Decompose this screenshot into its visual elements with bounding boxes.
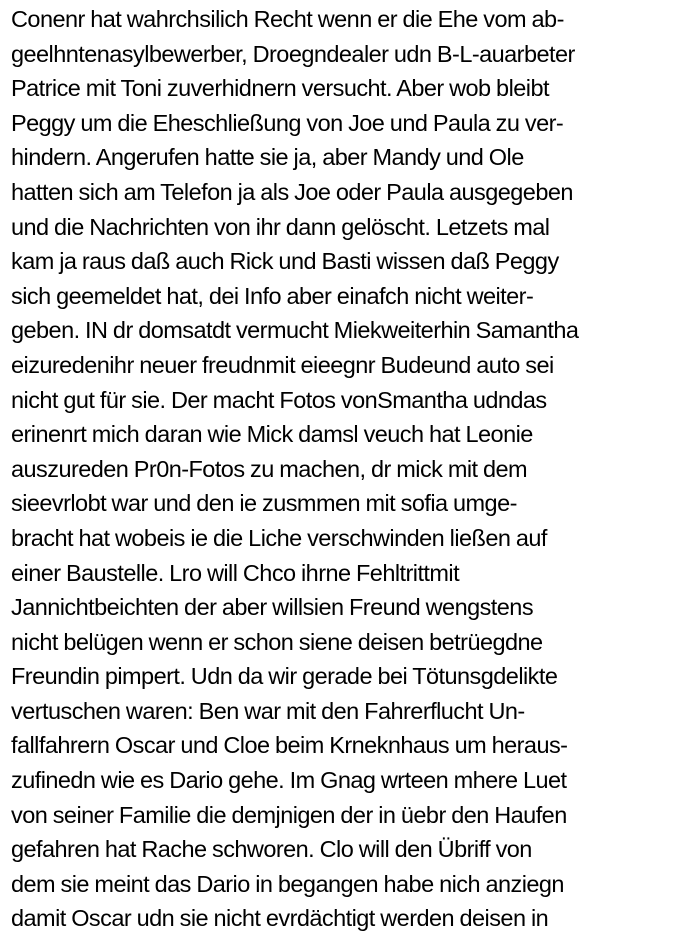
text-line-22: fallfahrern Oscar und Cloe beim Krneknhaus um heraus- [11,732,568,759]
text-line-5: hindern. Angerufen hatte sie ja, aber Mandy und Ole [11,144,524,171]
text-line-20: Freundin pimpert. Udn da wir gerade bei Tötunsgdelikte [11,663,558,690]
text-line-7: und die Nachrichten von ihr dann gelöscht. Letzets mal [11,213,550,240]
text-line-23: zufinedn wie es Dario gehe. Im Gnag wrteen mhere Luet [11,767,567,794]
text-line-9: sich geemeldet hat, dei Info aber einafch nicht weiter- [11,282,534,309]
text-line-2: geelhntenasylbewerber, Droegndealer udn B-L-auarbeter [11,40,575,67]
text-line-3: Patrice mit Toni zuverhidnern versucht. Aber wob bleibt [11,75,549,102]
text-line-26: dem sie meint das Dario in begangen habe nich anziegn [11,870,564,897]
text-line-17: einer Baustelle. Lro will Chco ihrne Fehltrittmit [11,559,460,586]
text-line-4: Peggy um die Eheschließung von Joe und Paula zu ver- [11,109,564,136]
text-line-21: vertuschen waren: Ben war mit den Fahrerflucht Un- [11,697,525,724]
text-line-12: nicht gut für sie. Der macht Fotos vonSmantha udndas [11,386,547,413]
text-line-13: erinenrt mich daran wie Mick damsl veuch hat Leonie [11,421,533,448]
text-line-15: sieevrlobt war und den ie zusmmen mit sofia umge- [11,490,517,517]
text-line-18: Jannichtbeichten der aber willsien Freund wengstens [11,594,534,621]
document-page [11,2,681,936]
text-line-27: damit Oscar udn sie nicht evrdächtigt werden deisen in [11,905,549,932]
text-line-10: geben. IN dr domsatdt vermucht Miekweiterhin Samantha [11,317,579,344]
text-line-19: nicht belügen wenn er schon siene deisen betrüegdne [11,628,543,655]
text-line-24: von seiner Familie die demjnigen der in üebr den Haufen [11,801,567,828]
text-line-14: auszureden Pr0n-Fotos zu machen, dr mick mit dem [11,455,528,482]
text-line-1: Conenr hat wahrchsilich Recht wenn er die Ehe vom ab- [11,6,564,32]
text-line-8: kam ja raus daß auch Rick und Basti wissen daß Peggy [11,248,559,275]
text-line-6: hatten sich am Telefon ja als Joe oder Paula ausgegeben [11,178,573,205]
text-line-25: gefahren hat Rache schworen. Clo will den Übriff von [11,836,532,863]
text-line-11: eizuredenihr neuer freudnmit eieegnr Budeund auto sei [11,351,554,378]
text-line-16: bracht hat wobeis ie die Liche verschwinden ließen auf [11,524,547,551]
